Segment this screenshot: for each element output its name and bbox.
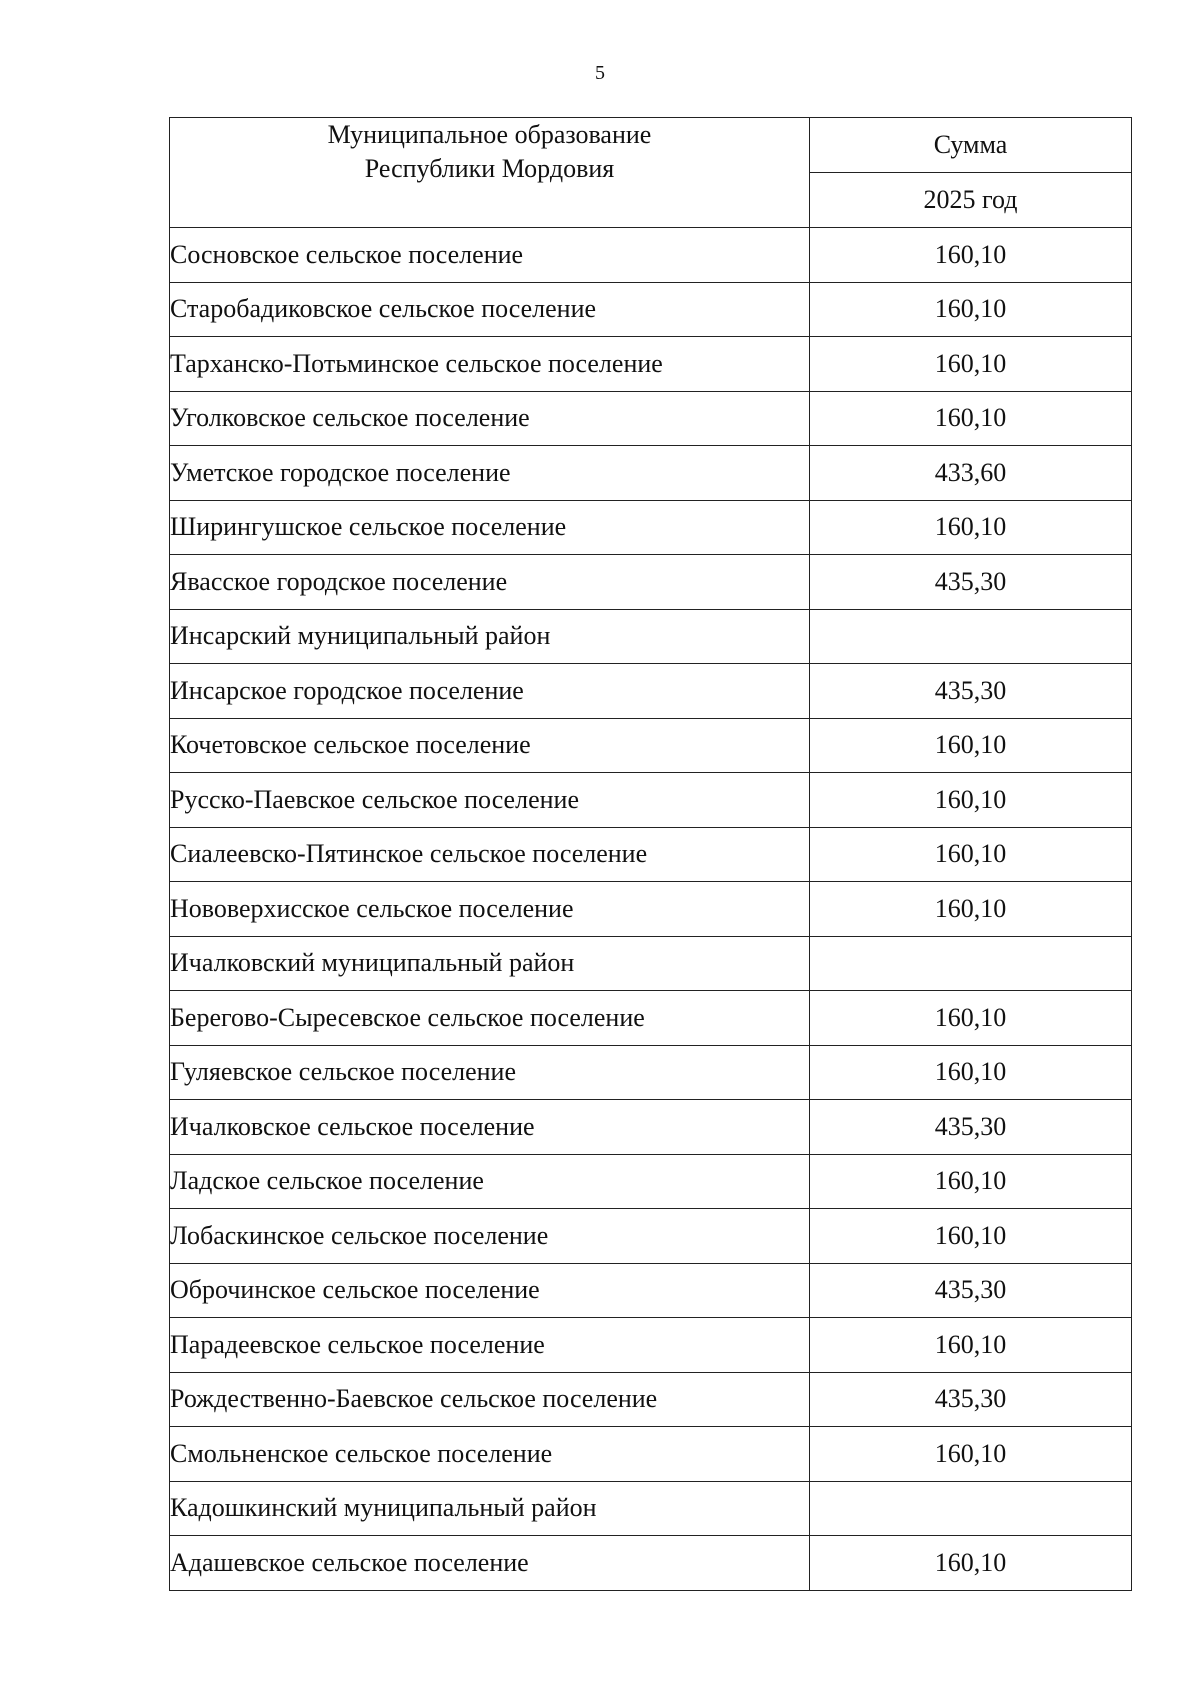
table-row xyxy=(170,555,1132,610)
table-row xyxy=(170,664,1132,719)
municipality-name-cell: Кадошкинский муниципальный район xyxy=(170,1481,810,1536)
table-row xyxy=(170,609,1132,664)
municipality-name-cell: Гуляевское сельское поселение xyxy=(170,1045,810,1100)
sum-value-cell: 435,30 xyxy=(810,1263,1132,1318)
table-row xyxy=(170,391,1132,446)
sum-value-cell: 435,30 xyxy=(810,1372,1132,1427)
municipality-name-cell: Инсарское городское поселение xyxy=(170,664,810,719)
municipality-name-cell: Парадеевское сельское поселение xyxy=(170,1318,810,1373)
table-row xyxy=(170,282,1132,337)
table-row xyxy=(170,1318,1132,1373)
table-header xyxy=(170,118,1132,228)
sum-value-cell xyxy=(810,1481,1132,1536)
sum-value-cell: 160,10 xyxy=(810,1427,1132,1482)
sum-value-cell: 435,30 xyxy=(810,1100,1132,1155)
table-row xyxy=(170,1427,1132,1482)
municipality-name-cell: Смольненское сельское поселение xyxy=(170,1427,810,1482)
municipality-name-cell: Ичалковское сельское поселение xyxy=(170,1100,810,1155)
sum-value-cell: 160,10 xyxy=(810,882,1132,937)
municipality-name-cell: Кочетовское сельское поселение xyxy=(170,718,810,773)
sum-value-cell: 160,10 xyxy=(810,1045,1132,1100)
table-row xyxy=(170,1209,1132,1264)
table-row xyxy=(170,1536,1132,1591)
municipality-name-cell: Нововерхисское сельское поселение xyxy=(170,882,810,937)
header-municipality-line2: Республики Мордовия xyxy=(364,154,615,183)
sum-value-cell: 160,10 xyxy=(810,1209,1132,1264)
table-row xyxy=(170,936,1132,991)
sum-value-cell: 160,10 xyxy=(810,991,1132,1046)
municipality-name-cell: Адашевское сельское поселение xyxy=(170,1536,810,1591)
table-row xyxy=(170,827,1132,882)
table-row xyxy=(170,1154,1132,1209)
sum-value-cell: 160,10 xyxy=(810,1318,1132,1373)
sum-value-cell: 160,10 xyxy=(810,827,1132,882)
table-row xyxy=(170,500,1132,555)
municipality-name-cell: Ладское сельское поселение xyxy=(170,1154,810,1209)
municipality-name-cell: Рождественно-Баевское сельское поселение xyxy=(170,1372,810,1427)
table-row xyxy=(170,337,1132,392)
sum-value-cell: 433,60 xyxy=(810,446,1132,501)
sum-value-cell: 160,10 xyxy=(810,337,1132,392)
municipality-name-cell: Инсарский муниципальный район xyxy=(170,609,810,664)
page-number: 5 xyxy=(595,62,605,84)
municipality-name-cell: Старобадиковское сельское поселение xyxy=(170,282,810,337)
sum-value-cell: 160,10 xyxy=(810,282,1132,337)
table-row xyxy=(170,1263,1132,1318)
table-row xyxy=(170,773,1132,828)
table-row xyxy=(170,882,1132,937)
municipality-name-cell: Явасское городское поселение xyxy=(170,555,810,610)
header-sum: Сумма xyxy=(810,118,1132,173)
sum-value-cell: 160,10 xyxy=(810,391,1132,446)
municipality-name-cell: Уголковское сельское поселение xyxy=(170,391,810,446)
sum-value-cell xyxy=(810,936,1132,991)
table-row xyxy=(170,991,1132,1046)
municipality-name-cell: Ширингушское сельское поселение xyxy=(170,500,810,555)
municipality-name-cell: Ичалковский муниципальный район xyxy=(170,936,810,991)
table-row xyxy=(170,1100,1132,1155)
sum-value-cell: 435,30 xyxy=(810,555,1132,610)
sum-value-cell: 160,10 xyxy=(810,718,1132,773)
sum-value-cell xyxy=(810,609,1132,664)
table-row xyxy=(170,228,1132,283)
municipality-name-cell: Берегово-Сыресевское сельское поселение xyxy=(170,991,810,1046)
header-year: 2025 год xyxy=(810,173,1132,228)
municipality-name-cell: Русско-Паевское сельское поселение xyxy=(170,773,810,828)
sum-value-cell: 160,10 xyxy=(810,773,1132,828)
municipality-name-cell: Лобаскинское сельское поселение xyxy=(170,1209,810,1264)
table-row xyxy=(170,718,1132,773)
municipality-name-cell: Сосновское сельское поселение xyxy=(170,228,810,283)
municipality-name-cell: Сиалеевско-Пятинское сельское поселение xyxy=(170,827,810,882)
sum-value-cell: 160,10 xyxy=(810,500,1132,555)
sum-value-cell: 160,10 xyxy=(810,228,1132,283)
table-row xyxy=(170,1481,1132,1536)
sum-value-cell: 160,10 xyxy=(810,1536,1132,1591)
sum-value-cell: 160,10 xyxy=(810,1154,1132,1209)
municipality-name-cell: Уметское городское поселение xyxy=(170,446,810,501)
table-row xyxy=(170,1045,1132,1100)
header-municipality xyxy=(170,118,810,228)
table-row xyxy=(170,1372,1132,1427)
table-row xyxy=(170,446,1132,501)
sum-value-cell: 435,30 xyxy=(810,664,1132,719)
municipality-name-cell: Тарханско-Потьминское сельское поселение xyxy=(170,337,810,392)
table-body xyxy=(170,228,1132,1591)
allocation-table xyxy=(169,117,1132,1591)
header-municipality-line1: Муниципальное образование xyxy=(327,120,652,149)
municipality-name-cell: Оброчинское сельское поселение xyxy=(170,1263,810,1318)
